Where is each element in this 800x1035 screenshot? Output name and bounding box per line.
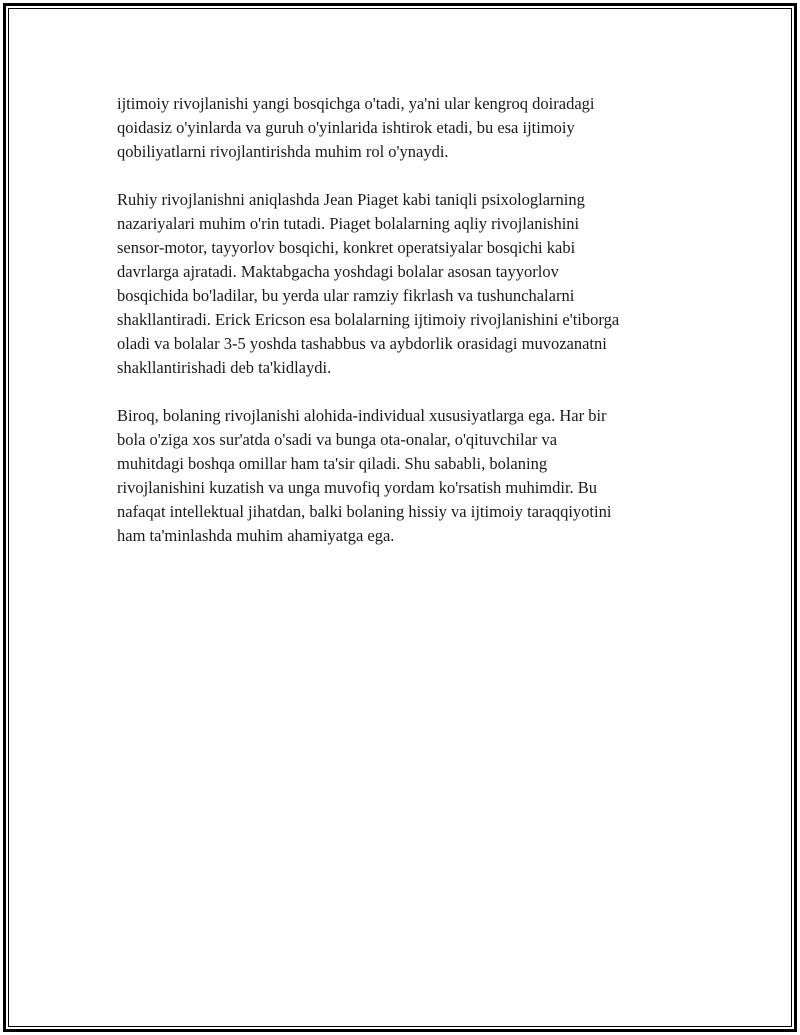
text-line: oladi va bolalar 3-5 yoshda tashabbus va aybdorlik orasidagi muvozanatni [117,334,607,353]
text-line: bosqichida bo'ladilar, bu yerda ular ramziy fikrlash va tushunchalarni [117,286,575,305]
text-line: ijtimoiy rivojlanishi yangi bosqichga o'tadi, ya'ni ular kengroq doiradagi [117,94,595,113]
text-line: rivojlanishini kuzatish va unga muvofiq yordam ko'rsatish muhimdir. Bu [117,478,598,497]
text-line: shakllantiradi. Erick Ericson esa bolalarning ijtimoiy rivojlanishini e'tiborga [117,310,620,329]
paragraph-2 [117,188,697,380]
document-body [117,92,697,572]
text-line: qobiliyatlarni rivojlantirishda muhim rol o'ynaydi. [117,142,449,161]
text-line: nazariyalari muhim o'rin tutadi. Piaget bolalarning aqliy rivojlanishini [117,214,580,233]
text-line: Biroq, bolaning rivojlanishi alohida-individual xususiyatlarga ega. Har bir [117,406,607,425]
text-line: bola o'ziga xos sur'atda o'sadi va bunga ota-onalar, o'qituvchilar va [117,430,558,449]
paragraph-3 [117,404,697,548]
text-line: davrlarga ajratadi. Maktabgacha yoshdagi bolalar asosan tayyorlov [117,262,559,281]
text-line: nafaqat intellektual jihatdan, balki bolaning hissiy va ijtimoiy taraqqiyotini [117,502,612,521]
text-line: sensor-motor, tayyorlov bosqichi, konkret operatsiyalar bosqichi kabi [117,238,576,257]
text-line: ham ta'minlashda muhim ahamiyatga ega. [117,526,395,545]
text-line: Ruhiy rivojlanishni aniqlashda Jean Piaget kabi taniqli psixologlarning [117,190,585,209]
text-line: qoidasiz o'yinlarda va guruh o'yinlarida ishtirok etadi, bu esa ijtimoiy [117,118,575,137]
text-line: shakllantirishadi deb ta'kidlaydi. [117,358,332,377]
text-line: muhitdagi boshqa omillar ham ta'sir qiladi. Shu sababli, bolaning [117,454,548,473]
paragraph-1 [117,92,697,164]
